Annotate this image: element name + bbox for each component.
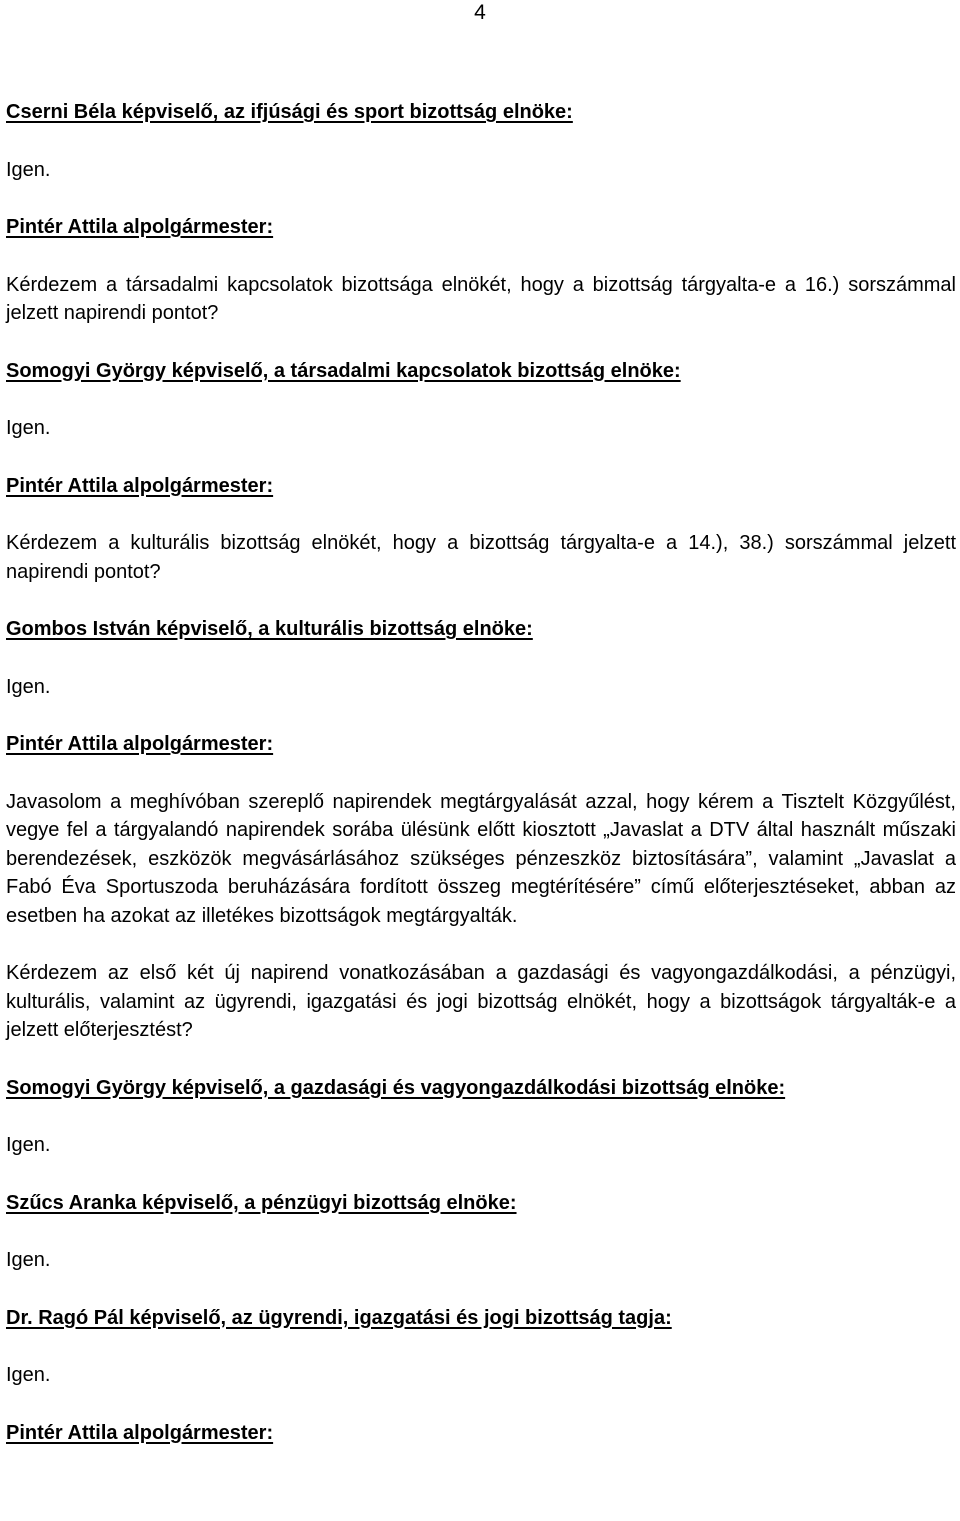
paragraph: Igen. [6,1249,51,1271]
paragraph: Igen. [6,1134,51,1156]
speaker-heading: Dr. Ragó Pál képviselő, az ügyrendi, igazgatási és jogi bizottság tagja: [6,1306,672,1329]
paragraph: Kérdezem a kulturális bizottság elnökét, hogy a bizottság tárgyalta-e a 14.), 38.) sorszámmal jelzett napirendi pontot? [6,532,956,583]
speaker-heading: Szűcs Aranka képviselő, a pénzügyi bizottság elnöke: [6,1191,517,1214]
speaker-heading: Pintér Attila alpolgármester: [6,474,274,497]
paragraph: Igen. [6,417,51,439]
paragraph: Kérdezem a társadalmi kapcsolatok bizottsága elnökét, hogy a bizottság tárgyalta-e a 16.) sorszámmal jelzett napirendi pontot? [6,273,956,324]
speaker-heading: Somogyi György képviselő, a társadalmi kapcsolatok bizottság elnöke: [6,359,681,382]
speaker-heading: Pintér Attila alpolgármester: [6,733,274,755]
document-body [6,98,956,1476]
speaker-heading: Somogyi György képviselő, a gazdasági és vagyongazdálkodási bizottság elnöke: [6,1076,786,1099]
paragraph: Igen. [6,675,51,698]
speaker-heading: Cserni Béla képviselő, az ifjúsági és sport bizottság elnöke: [6,101,573,123]
page-number: 4 [474,1,486,24]
paragraph: Javasolom a meghívóban szereplő napirendek megtárgyalását azzal, hogy kérem a Tisztelt Közgyűlést, vegye fel a tárgyalandó napirendek sorába ülésünk előtt kiosztott „Javaslat a DTV által használt műszaki berendezések, eszközök megvásárlásához szükséges pénzeszköz biztosítására”, valamint „Javaslat a Fabó Éva Sportuszoda beruházására fordított összeg megtérítésére” című előterjesztéseket, abban az esetben ha azokat az illetékes bizottságok megtárgyalták. [6,790,956,927]
speaker-heading: Gombos István képviselő, a kulturális bizottság elnöke: [6,618,533,640]
paragraph: Kérdezem az első két új napirend vonatkozásában a gazdasági és vagyongazdálkodási, a pénzügyi, kulturális, valamint az ügyrendi, igazgatási és jogi bizottság elnökét, hogy a bizottságok tárgyalták-e a jelzett előterjesztést? [6,962,956,1041]
speaker-heading: Pintér Attila alpolgármester: [6,216,274,238]
paragraph: Igen. [6,158,51,181]
speaker-heading: Pintér Attila alpolgármester: [6,1421,274,1444]
paragraph: Igen. [6,1364,51,1386]
